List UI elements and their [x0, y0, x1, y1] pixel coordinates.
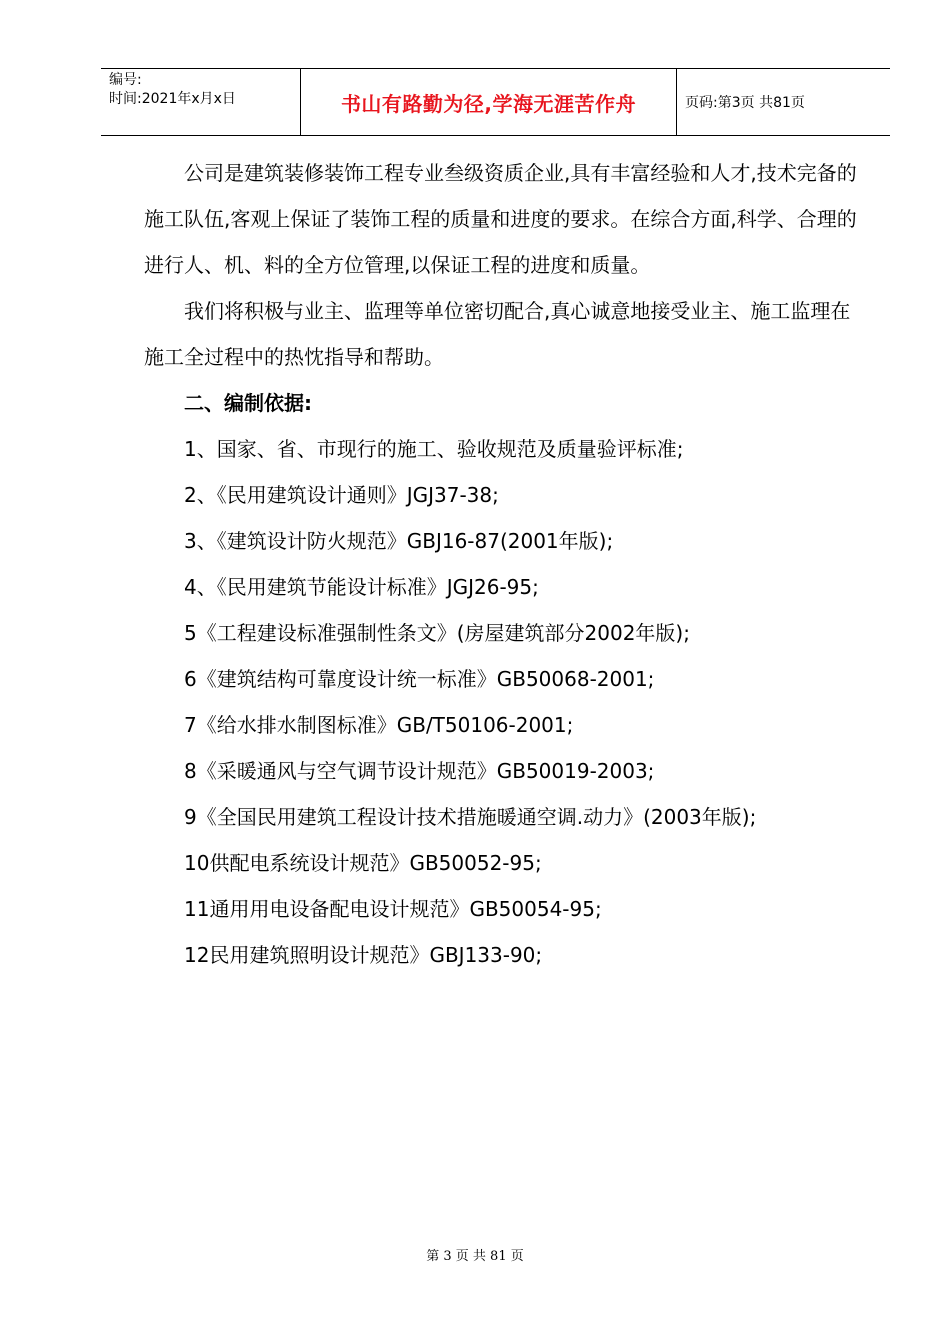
list-item: 12民用建筑照明设计规范》GBJ133-90; — [184, 943, 543, 967]
list-item: 7《给水排水制图标准》GB/T50106-2001; — [184, 713, 574, 737]
header-page-info: 页码:第3页 共81页 — [685, 95, 805, 111]
list-item: 3、《建筑设计防火规范》GBJ16-87(2001年版); — [184, 529, 614, 553]
header-meta-cell — [101, 69, 301, 135]
page-footer: 第 3 页 共 81 页 — [426, 1249, 524, 1264]
list-item: 11通用用电设备配电设计规范》GB50054-95; — [184, 897, 602, 921]
time-label: 时间:2021年x月x日 — [109, 91, 236, 107]
section-heading: 二、编制依据: — [184, 391, 312, 415]
page-header — [101, 68, 890, 136]
number-label: 编号: — [109, 72, 142, 88]
paragraph-cooperation: 我们将积极与业主、监理等单位密切配合,真心诚意地接受业主、施工监理在施工全过程中的热忱指导和帮助。 — [144, 299, 851, 369]
list-item: 6《建筑结构可靠度设计统一标准》GB50068-2001; — [184, 667, 655, 691]
list-item: 4、《民用建筑节能设计标准》JGJ26-95; — [184, 575, 539, 599]
list-item: 1、国家、省、市现行的施工、验收规范及质量验评标准; — [184, 437, 684, 461]
list-item: 9《全国民用建筑工程设计技术措施暖通空调.动力》(2003年版); — [184, 805, 757, 829]
list-item: 8《采暖通风与空气调节设计规范》GB50019-2003; — [184, 759, 655, 783]
document-body — [144, 150, 864, 978]
list-item: 5《工程建设标准强制性条文》(房屋建筑部分2002年版); — [184, 621, 690, 645]
paragraph-company: 公司是建筑装修装饰工程专业叁级资质企业,具有丰富经验和人才,技术完备的施工队伍,客观上保证了装饰工程的质量和进度的要求。在综合方面,科学、合理的进行人、机、料的全方位管理,以保证工程的进度和质量。 — [144, 161, 857, 277]
header-motto: 书山有路勤为径,学海无涯苦作舟 — [301, 69, 677, 135]
list-item: 10供配电系统设计规范》GB50052-95; — [184, 851, 542, 875]
list-item: 2、《民用建筑设计通则》JGJ37-38; — [184, 483, 499, 507]
